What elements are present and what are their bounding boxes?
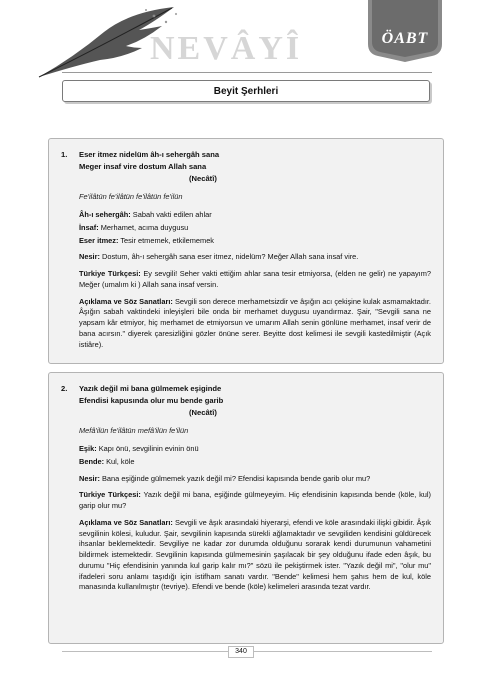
explanation-text: Sevgili son derece merhametsizdir ve âşığın acı çekişine kulak asmamaktadır. Âşığın sabah vaktindeki inleyişleri bile onda bir merhamet duygusu uyandırmaz. Şair, "Sevgili sana ne yapsam kâr etmiyor, hiç merhamet de etmiyorsun ve umarım Allah senin gönlüne merhamet, insaf verir de bana acırsın." diyerek çaresizliğini gözler önüne serer. Beyitte dost kelimesi ile sevgili kastedilmiştir (Açık istiâre).: [79, 296, 431, 349]
modern-turkish-label: Türkiye Türkçesi:: [79, 269, 141, 279]
explanation-label: Açıklama ve Söz Sanatları:: [79, 296, 173, 306]
gloss-item: [79, 223, 431, 234]
gloss-item: [79, 236, 431, 247]
explanation-paragraph: [79, 518, 431, 593]
gloss-term: İnsaf:: [79, 222, 99, 232]
explanation-paragraph: [79, 297, 431, 351]
modern-turkish-label: Türkiye Türkçesi:: [79, 490, 141, 500]
gloss-item: [79, 444, 431, 455]
modern-turkish-paragraph: [79, 269, 431, 290]
header-divider: [62, 72, 432, 73]
brand-watermark: NEVÂYÎ: [150, 30, 303, 67]
gloss-definition: Merhamet, acıma duygusu: [98, 222, 189, 232]
gloss-term: Bende:: [79, 456, 105, 466]
poet-name: (Necâtî): [189, 174, 217, 184]
meter: Fe'ilâtün fe'ilâtün fe'ilâtün fe'ilün: [79, 192, 183, 202]
gloss-definition: Kapı önü, sevgilinin evinin önü: [96, 444, 199, 454]
prose-paragraph: [79, 474, 431, 485]
verse-line: Meger insaf vire dostum Allah sana: [79, 162, 207, 172]
gloss-item: [79, 457, 431, 468]
prose-text: Dostum, âh-ı sehergâh sana eser itmez, nidelüm? Meğer Allah sana insaf vire.: [99, 252, 359, 262]
prose-label: Nesir:: [79, 252, 100, 262]
verse-line: Eser itmez nidelüm âh-ı sehergâh sana: [79, 150, 220, 159]
explanation-label: Açıklama ve Söz Sanatları:: [79, 517, 173, 527]
verse-line: Efendisi kapusında olur mu bende garib: [79, 396, 224, 406]
page-number: 340: [228, 646, 254, 658]
page-header: [0, 0, 480, 110]
question-number: 2.: [61, 384, 68, 393]
gloss-definition: Sabah vakti edilen ahlar: [130, 210, 212, 220]
modern-turkish-paragraph: [79, 490, 431, 511]
question-number: 1.: [61, 150, 68, 159]
gloss-item: [79, 210, 431, 221]
prose-label: Nesir:: [79, 473, 100, 483]
prose-paragraph: [79, 252, 431, 263]
question-card-2: [48, 372, 444, 644]
verse-line: Yazık değil mi bana gülmemek eşiginde: [79, 384, 222, 393]
section-title: Beyit Şerhleri: [62, 80, 430, 102]
modern-turkish-text: Ey sevgili! Seher vakti ettiğim ahlar sana tesir etmiyorsa, (elden ne gelir) ne yapayım? Meğer (umalım ki ) Allah sana insaf versin.: [79, 269, 431, 289]
gloss-term: Eser itmez:: [79, 235, 119, 245]
modern-turkish-text: Yazık değil mi bana, eşiğinde gülmeyeyim. Hiç efendisinin kapısında bende (köle, kul) garip olur mu?: [79, 490, 431, 511]
explanation-text: Sevgili ve âşık arasındaki hiyerarşi, efendi ve köle arasındaki ilişki gibidir. Âşık sevgilinin kölesi, kuludur. Şair, sevgilinin kapısında sürekli ağlamaktadır ve sevgiliden kendisini güldürecek ihsanlar beklemektedir. Sevgiliye ne kadar zor durumda olduğunu sorarak kendi durumunun vahametini bildirmek istemektedir. Sevgilinin kapısında gülmemesinin şaşılacak bir şey olduğunu ifade eden âşık, bu durumu "Hiç efendisinin yanında kul garip kalır mı?" sözü ile pekiştirmek ister. "Yazık değil mi", "olur mu" ifadeleri soru anlamı taşıdığı için istifham sanatı vardır. "Bende" kelimesi hem şahıs hem de kul, köle manasında kullanılmıştır (tevriye). Efendi ve bende (köle) kelimeleri arasında tezat vardır.: [79, 517, 431, 592]
meter: Mefâ'ilün fe'ilâtün mefâ'ilün fe'ilün: [79, 426, 189, 436]
gloss-term: Âh-ı sehergâh:: [79, 210, 131, 220]
gloss-term: Eşik:: [79, 444, 97, 454]
gloss-definition: Kul, köle: [104, 456, 135, 466]
prose-text: Bana eşiğinde gülmemek yazık değil mi? Efendisi kapısında bende garib olur mu?: [99, 473, 371, 483]
poet-name: (Necâtî): [189, 408, 217, 418]
brand-tab-label: ÖABT: [381, 30, 429, 47]
gloss-definition: Tesir etmemek, etkilememek: [118, 235, 214, 245]
question-card-1: [48, 138, 444, 364]
